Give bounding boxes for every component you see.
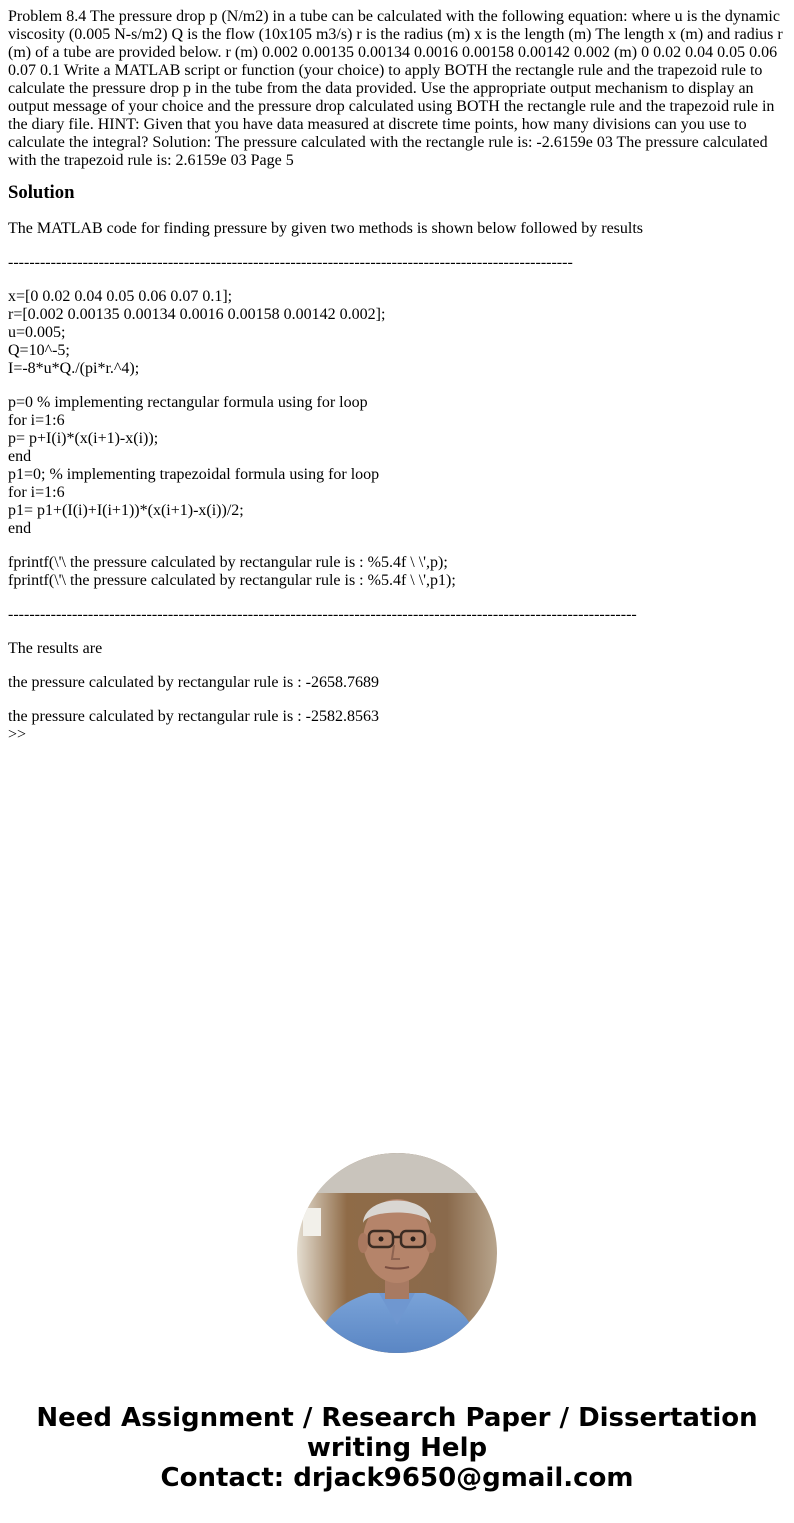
- avatar-portrait-image: [297, 1153, 497, 1353]
- code-block-setup: [8, 288, 786, 378]
- code-line: p= p+I(i)*(x(i+1)-x(i));: [8, 430, 159, 447]
- separator-line-top: ----------------------------------------------------------------------------------------------------------: [8, 254, 573, 271]
- problem-statement: Problem 8.4 The pressure drop p (N/m2) in a tube can be calculated with the following equation: where u is the dynamic viscosity (0.005 N-s/m2) Q is the flow (10x105 m3/s) r is the radius (m) x is the length (m) The length x (m) and radius r (m) of a tube are provided below. r (m) 0.002 0.00135 0.00134 0.0016 0.00158 0.00142 0.002 (m) 0 0.02 0.04 0.05 0.06 0.07 0.1 Write a MATLAB script or function (your choice) to apply BOTH the rectangle rule and the trapezoid rule to calculate the pressure drop p in the tube from the data provided. Use the appropriate output mechanism to display an output message of your choice and the pressure drop calculated using BOTH the rectangle rule and the trapezoid rule in the diary file. HINT: Given that you have data measured at discrete time points, how many divisions can you use to calculate the integral? Solution: The pressure calculated with the rectangle rule is: -2.6159e 03 The pressure calculated with the trapezoid rule is: 2.6159e 03 Page 5: [8, 8, 783, 169]
- matlab-prompt: >>: [8, 726, 27, 743]
- document-body: [8, 8, 786, 760]
- code-line: u=0.005;: [8, 324, 66, 341]
- separator-line-bottom: ----------------------------------------------------------------------------------------------------------------------: [8, 606, 637, 623]
- banner-line-2: writing Help: [306, 1433, 488, 1463]
- code-line: end: [8, 520, 32, 537]
- promo-banner: [0, 1403, 794, 1493]
- banner-line-1: Need Assignment / Research Paper / Dissertation: [36, 1403, 758, 1433]
- code-line: end: [8, 448, 32, 465]
- solution-intro: The MATLAB code for finding pressure by given two methods is shown below followed by results: [8, 220, 644, 237]
- result-rectangle: the pressure calculated by rectangular rule is : -2658.7689: [8, 674, 379, 691]
- code-line: r=[0.002 0.00135 0.00134 0.0016 0.00158 0.00142 0.002];: [8, 306, 386, 323]
- code-line: fprintf(\'\ the pressure calculated by rectangular rule is : %5.4f \ \',p);: [8, 554, 448, 571]
- code-line: fprintf(\'\ the pressure calculated by rectangular rule is : %5.4f \ \',p1);: [8, 572, 456, 589]
- results-label: The results are: [8, 640, 103, 657]
- code-line: Q=10^-5;: [8, 342, 70, 359]
- code-block-loops: [8, 394, 786, 538]
- result-trapezoid: the pressure calculated by rectangular rule is : -2582.8563: [8, 708, 379, 725]
- code-block-output: [8, 554, 786, 590]
- solution-heading: Solution: [8, 182, 75, 203]
- code-line: x=[0 0.02 0.04 0.05 0.06 0.07 0.1];: [8, 288, 233, 305]
- code-line: for i=1:6: [8, 484, 65, 501]
- result-block: [8, 708, 786, 744]
- code-line: p=0 % implementing rectangular formula using for loop: [8, 394, 368, 411]
- banner-contact: Contact: drjack9650@gmail.com: [160, 1463, 634, 1493]
- code-line: p1=0; % implementing trapezoidal formula using for loop: [8, 466, 380, 483]
- author-avatar: [297, 1153, 497, 1353]
- code-line: for i=1:6: [8, 412, 65, 429]
- code-line: I=-8*u*Q./(pi*r.^4);: [8, 360, 140, 377]
- code-line: p1= p1+(I(i)+I(i+1))*(x(i+1)-x(i))/2;: [8, 502, 244, 519]
